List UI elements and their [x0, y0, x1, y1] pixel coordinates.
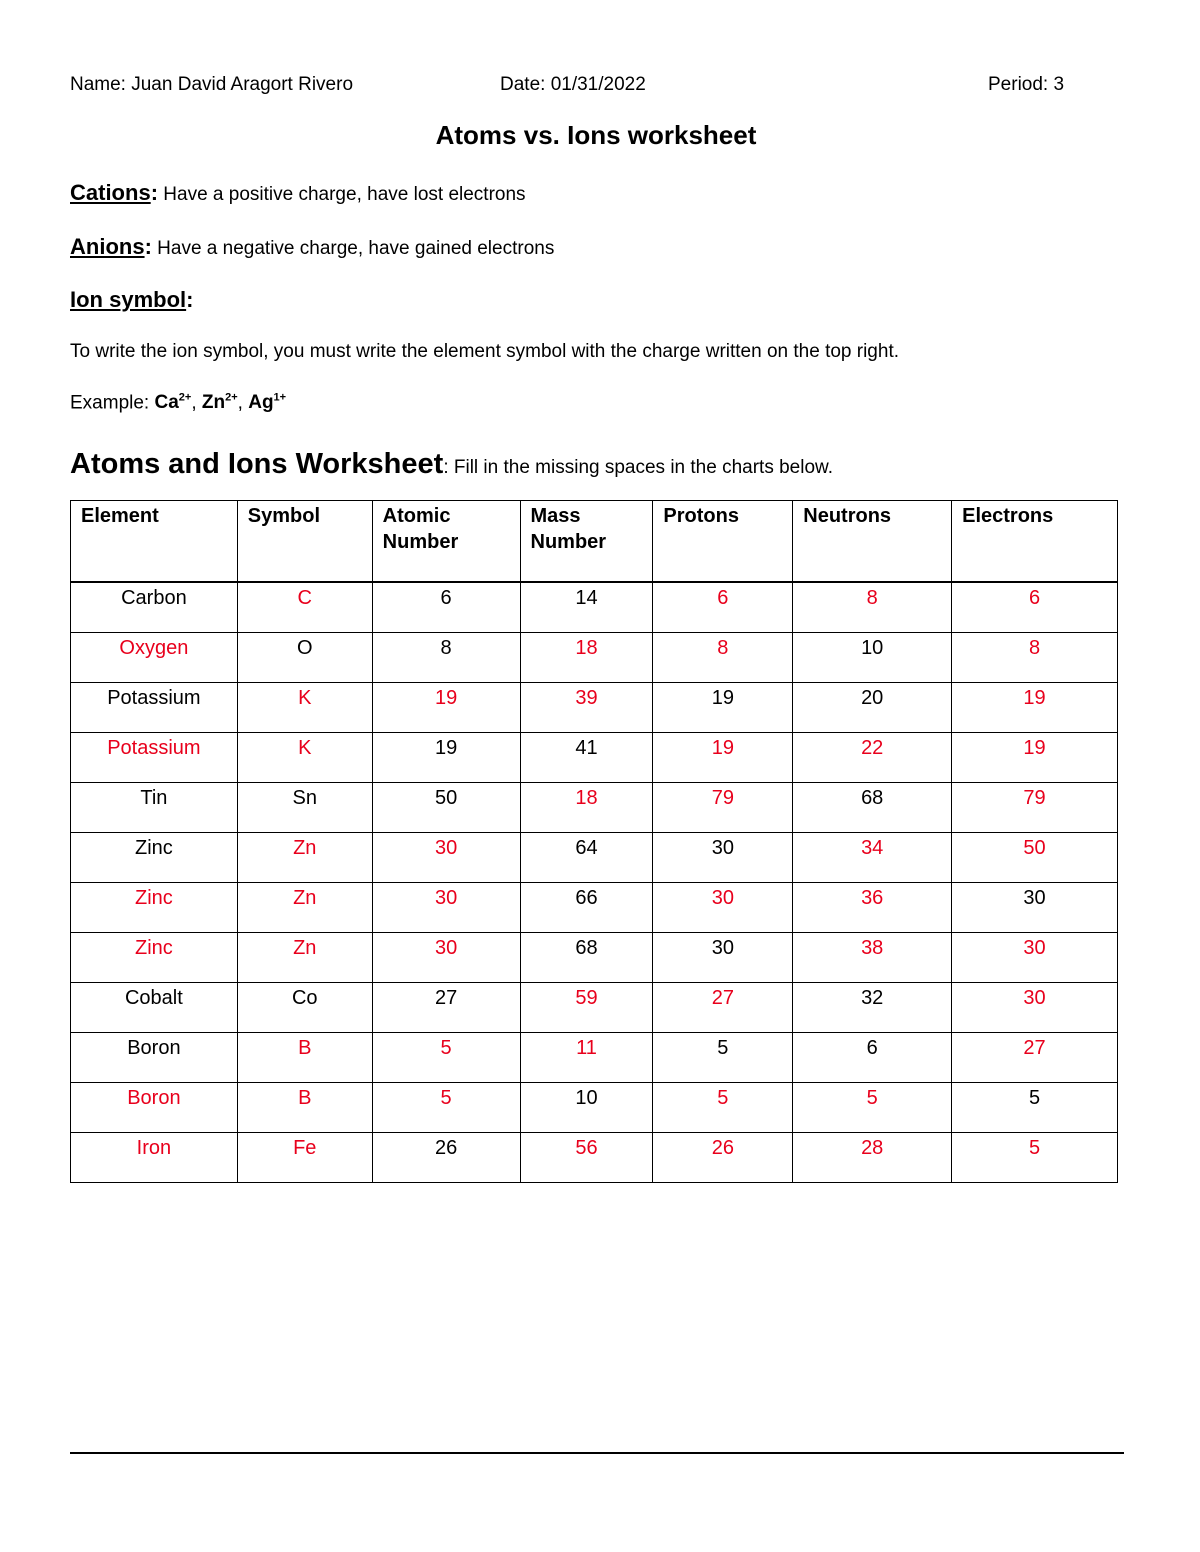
cell-element: Cobalt [71, 983, 238, 1033]
cations-text: Have a positive charge, have lost electrons [158, 184, 526, 205]
worksheet-heading [70, 448, 833, 481]
cell-protons: 6 [653, 582, 793, 633]
cell-protons: 19 [653, 683, 793, 733]
cations-term: Cations [70, 180, 151, 205]
cell-symbol: Zn [237, 833, 372, 883]
column-header: Protons [653, 501, 793, 583]
cell-mass-number: 39 [520, 683, 653, 733]
cell-element: Zinc [71, 883, 238, 933]
cell-mass-number: 10 [520, 1083, 653, 1133]
cell-mass-number: 11 [520, 1033, 653, 1083]
page-title: Atoms vs. Ions worksheet [435, 120, 757, 150]
table-row [71, 983, 1118, 1033]
anions-text: Have a negative charge, have gained electrons [151, 238, 555, 259]
cell-symbol: K [237, 683, 372, 733]
cell-neutrons: 68 [793, 783, 952, 833]
cell-mass-number: 41 [520, 733, 653, 783]
header-line [70, 74, 1080, 100]
cell-element: Zinc [71, 933, 238, 983]
cell-atomic-number: 30 [372, 933, 520, 983]
cell-electrons: 50 [952, 833, 1118, 883]
cell-electrons: 79 [952, 783, 1118, 833]
cell-mass-number: 18 [520, 633, 653, 683]
cell-symbol: Co [237, 983, 372, 1033]
cell-element: Oxygen [71, 633, 238, 683]
cell-symbol: B [237, 1033, 372, 1083]
cell-atomic-number: 30 [372, 883, 520, 933]
example-zn: $Zn^{2+}$ [201, 392, 238, 414]
cell-element: Potassium [71, 733, 238, 783]
ion-symbol-heading [70, 287, 193, 313]
table-row [71, 683, 1118, 733]
table-row [71, 1033, 1118, 1083]
footer-divider [70, 1452, 1124, 1454]
cell-protons: 30 [653, 833, 793, 883]
cell-atomic-number: 27 [372, 983, 520, 1033]
cell-protons: 30 [653, 883, 793, 933]
cell-element: Zinc [71, 833, 238, 883]
cell-atomic-number: 50 [372, 783, 520, 833]
anions-definition [70, 234, 554, 260]
ion-symbol-colon: : [186, 287, 194, 312]
cell-element: Potassium [71, 683, 238, 733]
table-row [71, 582, 1118, 633]
cell-neutrons: 22 [793, 733, 952, 783]
example-ca: $Ca^{2+}$ [154, 392, 192, 414]
cell-protons: 5 [653, 1083, 793, 1133]
cell-protons: 8 [653, 633, 793, 683]
cell-protons: 30 [653, 933, 793, 983]
cell-protons: 79 [653, 783, 793, 833]
cell-atomic-number: 30 [372, 833, 520, 883]
cell-neutrons: 34 [793, 833, 952, 883]
atoms-ions-table [70, 500, 1118, 1183]
anions-colon: : [144, 234, 152, 259]
cell-electrons: 6 [952, 582, 1118, 633]
cell-element: Boron [71, 1083, 238, 1133]
table-body [71, 582, 1118, 1183]
cell-symbol: Fe [237, 1133, 372, 1183]
ion-symbol-term: Ion symbol [70, 287, 187, 312]
cell-electrons: 30 [952, 933, 1118, 983]
cell-protons: 19 [653, 733, 793, 783]
cell-neutrons: 20 [793, 683, 952, 733]
date-field: Date: 01/31/2022 [500, 74, 646, 95]
cell-neutrons: 8 [793, 582, 952, 633]
table-row [71, 633, 1118, 683]
cell-atomic-number: 19 [372, 683, 520, 733]
cell-neutrons: 38 [793, 933, 952, 983]
column-header: Atomic Number [372, 501, 520, 583]
table-row [71, 1083, 1118, 1133]
cell-atomic-number: 19 [372, 733, 520, 783]
cell-symbol: K [237, 733, 372, 783]
example-label: Example: [70, 392, 155, 414]
cell-element: Tin [71, 783, 238, 833]
cell-mass-number: 18 [520, 783, 653, 833]
table-row [71, 733, 1118, 783]
cell-mass-number: 59 [520, 983, 653, 1033]
cell-neutrons: 6 [793, 1033, 952, 1083]
period-field: Period: 3 [988, 74, 1065, 95]
table-row [71, 933, 1118, 983]
cell-neutrons: 32 [793, 983, 952, 1033]
cell-electrons: 30 [952, 983, 1118, 1033]
example-ag: $Ag^{1+}$ [248, 392, 287, 414]
cell-mass-number: 64 [520, 833, 653, 883]
example-line: Example: $Ca^{2+}$, $Zn^{2+}$, $Ag^{1+}$ [70, 392, 287, 414]
cell-symbol: Zn [237, 883, 372, 933]
column-header: Symbol [237, 501, 372, 583]
cell-element: Iron [71, 1133, 238, 1183]
cell-mass-number: 14 [520, 582, 653, 633]
column-header: Electrons [952, 501, 1118, 583]
cell-electrons: 27 [952, 1033, 1118, 1083]
cell-electrons: 5 [952, 1083, 1118, 1133]
column-header: Neutrons [793, 501, 952, 583]
column-header: Element [71, 501, 238, 583]
ion-symbol-text: To write the ion symbol, you must write the element symbol with the charge written on the top right. [70, 341, 899, 362]
table-row [71, 883, 1118, 933]
cell-atomic-number: 5 [372, 1033, 520, 1083]
cell-mass-number: 66 [520, 883, 653, 933]
cell-atomic-number: 8 [372, 633, 520, 683]
cell-element: Carbon [71, 582, 238, 633]
cell-symbol: O [237, 633, 372, 683]
cell-element: Boron [71, 1033, 238, 1083]
cell-neutrons: 36 [793, 883, 952, 933]
anions-term: Anions [70, 234, 145, 259]
column-header: Mass Number [520, 501, 653, 583]
cell-symbol: Zn [237, 933, 372, 983]
table-header-row [71, 501, 1118, 583]
cell-electrons: 30 [952, 883, 1118, 933]
cell-neutrons: 28 [793, 1133, 952, 1183]
cell-symbol: Sn [237, 783, 372, 833]
cell-electrons: 5 [952, 1133, 1118, 1183]
cell-electrons: 19 [952, 683, 1118, 733]
worksheet-instruction: : Fill in the missing spaces in the charts below. [443, 457, 833, 478]
worksheet-title: Atoms and Ions Worksheet [70, 448, 444, 480]
table-row [71, 1133, 1118, 1183]
table-row [71, 783, 1118, 833]
student-name: Name: Juan David Aragort Rivero [70, 74, 354, 95]
cell-symbol: B [237, 1083, 372, 1133]
cell-atomic-number: 26 [372, 1133, 520, 1183]
cell-atomic-number: 6 [372, 582, 520, 633]
cell-neutrons: 10 [793, 633, 952, 683]
cell-protons: 27 [653, 983, 793, 1033]
cations-definition [70, 180, 526, 206]
table-row [71, 833, 1118, 883]
cell-mass-number: 56 [520, 1133, 653, 1183]
cell-symbol: C [237, 582, 372, 633]
cations-colon: : [150, 180, 159, 205]
cell-mass-number: 68 [520, 933, 653, 983]
cell-neutrons: 5 [793, 1083, 952, 1133]
cell-protons: 26 [653, 1133, 793, 1183]
cell-electrons: 19 [952, 733, 1118, 783]
cell-protons: 5 [653, 1033, 793, 1083]
cell-atomic-number: 5 [372, 1083, 520, 1133]
cell-electrons: 8 [952, 633, 1118, 683]
